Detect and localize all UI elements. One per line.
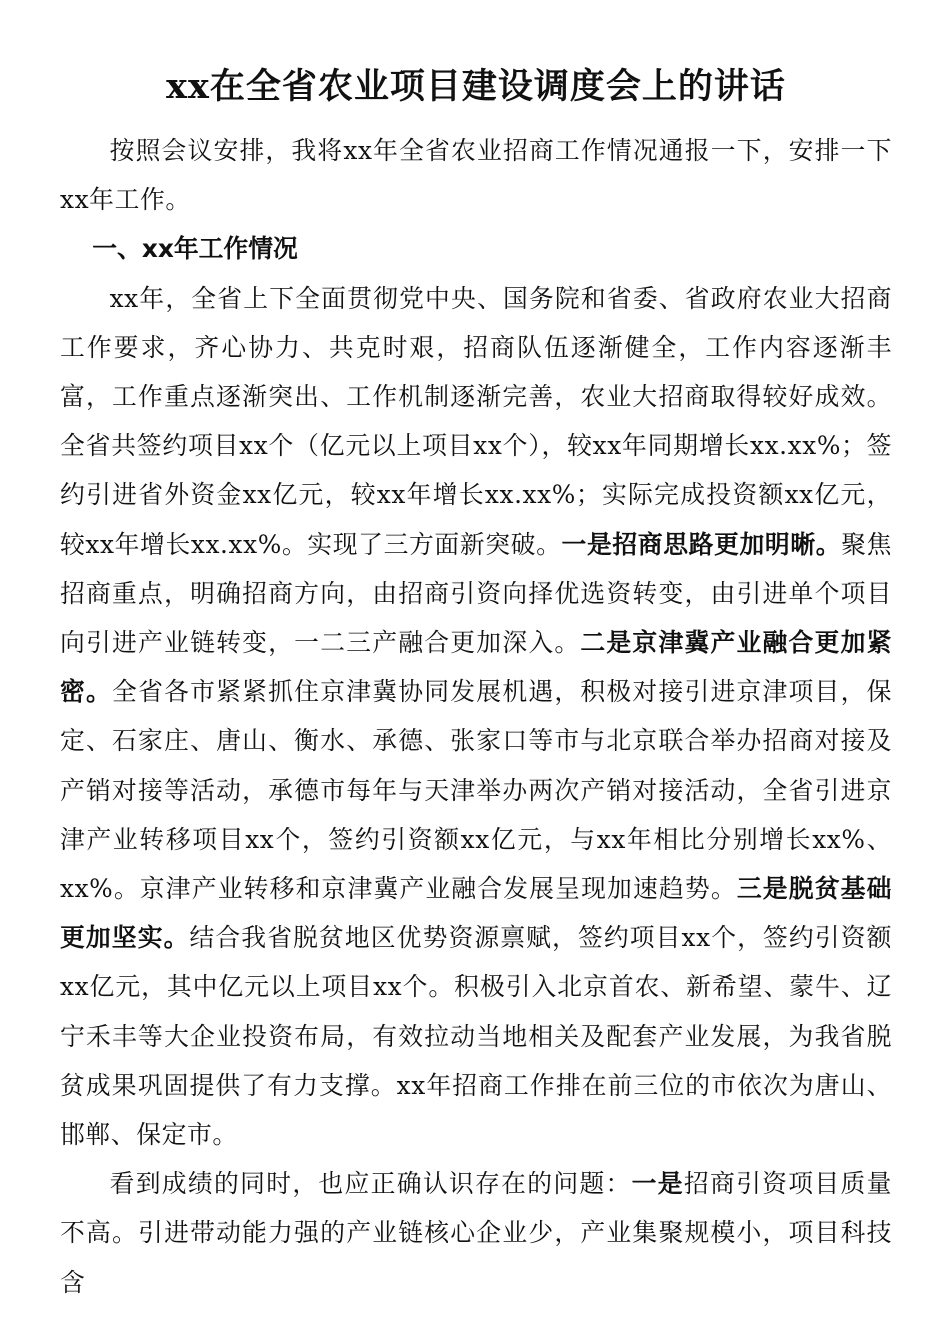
paragraph-text: 看到成绩的同时，也应正确认识存在的问题： (109, 1169, 632, 1199)
intro-paragraph: 按照会议安排，我将xx年全省农业招商工作情况通报一下，安排一下xx年工作。 (60, 136, 892, 215)
paragraph-text: 全省各市紧紧抓住京津冀协同发展机遇，积极对接引进京津项目，保定、石家庄、唐山、衡水、承德、张家口等市与北京联合举办招商对接及产销对接等活动，承德市每年与天津举办两次产销对接活动，全省引进京津产业转移项目xx个，签约引资额xx亿元，与xx年相比分别增长xx%、xx%。京津产业转移和京津冀产业融合发展呈现加速趋势。 (60, 677, 892, 904)
bold-point-1: 一是招商思路更加明晰。 (561, 529, 842, 559)
bold-point-3: 三是脱贫基础更加坚实。 (60, 874, 893, 953)
paragraph-text: xx年，全省上下全面贯彻党中央、国务院和省委、省政府农业大招商工作要求，齐心协力、共克时艰，招商队伍逐渐健全，工作内容逐渐丰富，工作重点逐渐突出、工作机制逐渐完善，农业大招商取得较好成效。全省共签约项目xx个（亿元以上项目xx个），较xx年同期增长xx.xx%；签约引进省外资金xx亿元，较xx年增长xx.xx%；实际完成投资额xx亿元，较xx年增长xx.xx%。实现了三方面新突破。 (60, 283, 892, 559)
paragraph-text: 聚焦招商重点，明确招商方向，由招商引资向择优选资转变，由引进单个项目向引进产业链转变，一二三产融合更加深入。 (60, 529, 892, 658)
document-page (60, 60, 892, 1307)
bold-point-2: 二是京津冀产业融合更加紧密。 (60, 628, 892, 707)
paragraph-text: 招商引资项目质量不高。引进带动能力强的产业链核心企业少，产业集聚规模小，项目科技含 (60, 1169, 892, 1297)
document-title: xx在全省农业项目建设调度会上的讲话 (166, 66, 786, 107)
problems-paragraph (60, 1159, 892, 1307)
bold-point-problem-1: 一是 (631, 1169, 684, 1199)
section-heading: 一、xx年工作情况 (92, 234, 298, 264)
paragraph-text: 结合我省脱贫地区优势资源禀赋，签约项目xx个，签约引资额xx亿元，其中亿元以上项目xx个。积极引入北京首农、新希望、蒙牛、辽宁禾丰等大企业投资布局，有效拉动当地相关及配套产业发展，为我省脱贫成果巩固提供了有力支撑。xx年招商工作排在前三位的市依次为唐山、邯郸、保定市。 (60, 923, 892, 1150)
achievements-paragraph (60, 274, 892, 1160)
